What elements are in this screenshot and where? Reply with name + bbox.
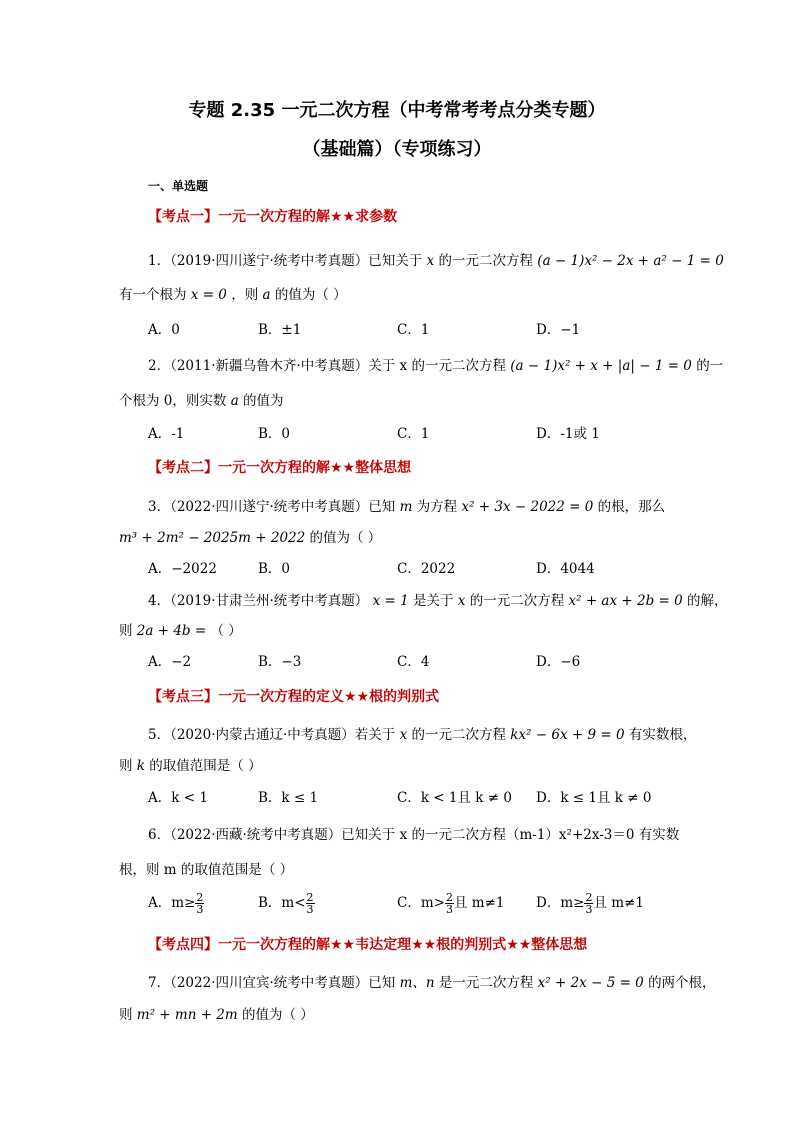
q3-option-c[interactable]: C．2022: [397, 561, 456, 577]
q5-option-b[interactable]: B．k ≤ 1: [258, 790, 319, 806]
question-4-line2: [119, 619, 242, 639]
q1-option-b[interactable]: B．±1: [258, 322, 302, 338]
question-7-line2: [119, 1003, 314, 1023]
q4-lead: 4．（2019·甘肃兰州·统考中考真题）: [148, 593, 369, 609]
q6-fraction-c-den: 3: [445, 903, 453, 916]
q4-option-b[interactable]: B．−3: [258, 654, 302, 670]
q6-fraction-a-num: 2: [196, 891, 204, 904]
knowledge-point-2: 【考点二】一元一次方程的解★★整体思想: [148, 460, 412, 476]
q5-tail: 有实数根，: [628, 727, 697, 743]
q5-line2a: 则: [119, 758, 133, 774]
q5-option-d[interactable]: D．k ≤ 1且 k ≠ 0: [536, 790, 652, 806]
q5-var-x: x: [399, 727, 408, 743]
q6-fraction-d-den: 3: [585, 903, 593, 916]
q3-option-a[interactable]: A．−2022: [148, 561, 217, 577]
q3-equation: x² + 3x − 2022 = 0: [461, 499, 594, 515]
q6-option-b[interactable]: [258, 891, 315, 915]
page-title-line2: （基础篇）（专项练习）: [302, 139, 492, 160]
knowledge-point-4: 【考点四】一元一次方程的解★★韦达定理★★根的判别式★★整体思想: [148, 937, 588, 953]
question-1-line2: [119, 283, 347, 303]
q4-tail: 的解，: [687, 593, 728, 609]
question-7-line1: [148, 971, 716, 991]
q6-fraction-b: [306, 892, 315, 915]
q3-var-m: m: [399, 499, 413, 515]
q1-root: x = 0: [190, 287, 227, 303]
q6-fraction-a: [195, 892, 204, 915]
q1-line2b: ，则: [231, 287, 259, 303]
q4-option-d[interactable]: D．−6: [536, 654, 581, 670]
q4-expression: 2a + 4b =: [136, 623, 207, 639]
q6-option-d-suffix: 且 m≠1: [593, 895, 644, 911]
q4-line2a: 则: [119, 623, 133, 639]
q3-tail: 的根，那么: [597, 499, 666, 515]
q6-option-a-text: A．m≥: [148, 895, 196, 911]
q6-option-c-text: C．m>: [397, 895, 445, 911]
q2-equation: (a − 1)x² + x + |a| − 1 = 0: [510, 358, 692, 374]
q4-mid2: 的一元二次方程: [469, 593, 565, 609]
knowledge-point-1: 【考点一】一元一次方程的解★★求参数: [148, 209, 398, 225]
q3-option-b[interactable]: B．0: [258, 561, 291, 577]
q5-option-c[interactable]: C．k < 1且 k ≠ 0: [397, 790, 512, 806]
q3-option-d[interactable]: D．4044: [536, 561, 595, 577]
page-title-line1: 专题 2.35 一元二次方程（中考常考考点分类专题）: [188, 100, 606, 121]
q3-line2b: 的值为（ ）: [309, 530, 382, 546]
q6-option-c[interactable]: [397, 891, 504, 915]
q7-equation: x² + 2x − 5 = 0: [537, 975, 644, 991]
q6-fraction-b-den: 3: [306, 903, 314, 916]
q2-option-a[interactable]: A．-1: [148, 426, 185, 442]
question-1-line1: [148, 249, 724, 269]
q4-option-c[interactable]: C．4: [397, 654, 430, 670]
q4-var-x: x: [457, 593, 466, 609]
q6-option-a[interactable]: [148, 891, 204, 915]
q6-option-c-suffix: 且 m≠1: [453, 895, 505, 911]
q4-option-a[interactable]: A．−2: [148, 654, 192, 670]
q7-tail: 的两个根，: [648, 975, 716, 991]
q1-option-a[interactable]: A．0: [148, 322, 180, 338]
q6-fraction-d-num: 2: [585, 891, 593, 904]
question-5-line2: [119, 754, 262, 774]
q2-line2: 个根为 0，则实数: [119, 393, 227, 409]
question-3-line1: [148, 495, 665, 515]
q7-lead: 7．（2022·四川宜宾·统考中考真题）已知: [148, 975, 396, 991]
q6-fraction-b-num: 2: [306, 891, 314, 904]
q2-var-a: a: [230, 393, 239, 409]
q4-mid: 是关于: [412, 593, 454, 609]
question-6-line1: 6．（2022·西藏·统考中考真题）已知关于 x 的一元二次方程（m-1）x²+2x-3＝0 有实数: [148, 827, 680, 843]
q6-option-d-text: D．m≥: [536, 895, 585, 911]
q1-mid: 的一元二次方程: [438, 253, 533, 269]
q1-equation: (a − 1)x² − 2x + a² − 1 = 0: [537, 253, 724, 269]
q2-line2b: 的值为: [243, 393, 284, 409]
q1-line2a: 有一个根为: [119, 287, 187, 303]
q2-lead: 2．（2011·新疆乌鲁木齐·中考真题）关于 x 的一元二次方程: [148, 358, 506, 374]
question-3-line2: [119, 526, 381, 546]
q2-tail: 的一: [696, 358, 724, 374]
question-4-line1: [148, 589, 728, 609]
q3-mid: 为方程: [416, 499, 458, 515]
q1-line2c: 的值为（ ）: [274, 287, 347, 303]
question-2-line2: [119, 389, 284, 409]
q7-line2a: 则: [119, 1007, 133, 1023]
q4-root: x = 1: [372, 593, 409, 609]
q3-lead: 3．（2022·四川遂宁·统考中考真题）已知: [148, 499, 396, 515]
question-2-line1: [148, 354, 723, 374]
q3-expression: m³ + 2m² − 2025m + 2022: [119, 530, 306, 546]
q5-var-k: k: [136, 758, 145, 774]
q7-mid: 是一元二次方程: [438, 975, 534, 991]
q4-equation: x² + ax + 2b = 0: [568, 593, 683, 609]
q6-fraction-c: [445, 892, 454, 915]
q7-vars-mn: m、n: [399, 975, 435, 991]
q1-option-d[interactable]: D．−1: [536, 322, 581, 338]
q1-lead: 1．（2019·四川遂宁·统考中考真题）已知关于: [148, 253, 423, 269]
section-heading: 一、单选题: [148, 179, 209, 193]
question-6-line2: 根，则 m 的取值范围是（ ）: [119, 862, 294, 878]
q4-line2b: （ ）: [210, 623, 242, 639]
q5-lead: 5．（2020·内蒙古通辽·中考真题）若关于: [148, 727, 396, 743]
q2-option-d[interactable]: D．-1或 1: [536, 426, 600, 442]
q6-fraction-c-num: 2: [445, 891, 453, 904]
q2-option-b[interactable]: B．0: [258, 426, 291, 442]
q7-line2b: 的值为（ ）: [241, 1007, 314, 1023]
q6-option-d[interactable]: [536, 891, 644, 915]
q5-equation: kx² − 6x + 9 = 0: [510, 727, 625, 743]
knowledge-point-3: 【考点三】一元一次方程的定义★★根的判别式: [148, 689, 440, 705]
q1-var-a: a: [262, 287, 271, 303]
q1-var-x: x: [426, 253, 435, 269]
question-5-line1: [148, 723, 696, 743]
q6-option-b-text: B．m<: [258, 895, 306, 911]
q2-option-c[interactable]: C．1: [397, 426, 430, 442]
q1-option-c[interactable]: C．1: [397, 322, 430, 338]
q7-expression: m² + mn + 2m: [136, 1007, 238, 1023]
q5-line2b: 的取值范围是（ ）: [149, 758, 262, 774]
q5-mid: 的一元二次方程: [411, 727, 506, 743]
q6-fraction-a-den: 3: [196, 903, 204, 916]
q5-option-a[interactable]: A．k < 1: [148, 790, 208, 806]
